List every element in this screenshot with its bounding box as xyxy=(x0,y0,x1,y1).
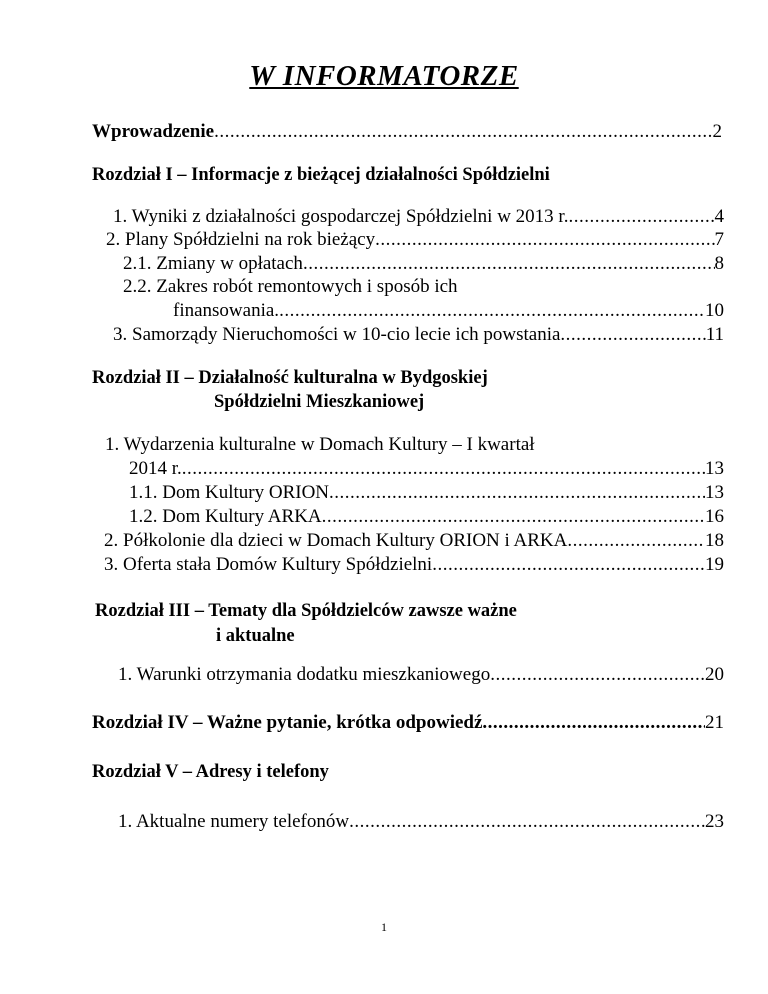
toc-entry[interactable] xyxy=(118,664,724,686)
leader-dots xyxy=(349,811,705,833)
toc-entry[interactable] xyxy=(129,506,724,528)
toc-page-number: 23 xyxy=(705,811,724,832)
toc-entry-label: 2. Plany Spółdzielni na rok bieżący xyxy=(106,229,376,250)
leader-dots xyxy=(329,482,705,504)
toc-page-number: 20 xyxy=(705,664,724,685)
toc-entry-label: 1.2. Dom Kultury ARKA xyxy=(129,506,322,527)
chapter-2-heading-cont: Spółdzielni Mieszkaniowej xyxy=(214,392,425,412)
toc-entry[interactable] xyxy=(129,482,724,504)
toc-entry-label: finansowania. xyxy=(173,300,280,321)
toc-page-number: 4 xyxy=(714,206,724,227)
chapter-5-heading: Rozdział V – Adresy i telefony xyxy=(92,762,329,782)
toc-entry-label: 1. Warunki otrzymania dodatku mieszkaniowego xyxy=(118,664,491,685)
leader-dots xyxy=(279,300,705,322)
toc-entry-label: 2014 r. xyxy=(129,458,182,479)
chapter-1-heading: Rozdział I – Informacje z bieżącej działalności Spółdzielni xyxy=(92,165,550,185)
toc-page-number: 13 xyxy=(705,482,724,503)
toc-page-number: 21 xyxy=(705,712,724,733)
toc-entry[interactable] xyxy=(129,458,724,480)
leader-dots xyxy=(560,324,705,346)
leader-dots xyxy=(182,458,705,480)
toc-entry[interactable] xyxy=(173,300,724,322)
toc-entry[interactable] xyxy=(118,811,724,833)
toc-page-number: 18 xyxy=(705,530,724,551)
leader-dots xyxy=(322,506,705,528)
toc-entry[interactable] xyxy=(104,554,724,576)
chapter-3-heading: Rozdział III – Tematy dla Spółdzielców zawsze ważne xyxy=(95,601,517,621)
toc-entry-label: 3. Oferta stała Domów Kultury Spółdzielni xyxy=(104,554,433,575)
toc-page-number: 19 xyxy=(705,554,724,575)
toc-entry-label: 2.2. Zakres robót remontowych i sposób ich xyxy=(123,276,458,297)
toc-entry-label: 3. Samorządy Nieruchomości w 10-cio lecie ich powstania xyxy=(113,324,561,345)
toc-entry-line1[interactable] xyxy=(105,434,535,456)
toc-entry-label: 1. Aktualne numery telefonów xyxy=(118,811,350,832)
toc-entry-label: 1. Wyniki z działalności gospodarczej Spółdzielni w 2013 r. xyxy=(113,206,569,227)
toc-page-number: 16 xyxy=(705,506,724,527)
toc-entry[interactable] xyxy=(123,253,724,275)
leader-dots xyxy=(303,253,715,275)
leader-dots xyxy=(482,712,705,734)
page-title: W INFORMATORZE xyxy=(249,60,519,92)
toc-entry-label: Wprowadzenie xyxy=(92,121,215,142)
leader-dots xyxy=(490,664,705,686)
toc-entry[interactable] xyxy=(106,229,724,251)
toc-entry[interactable] xyxy=(113,206,724,228)
toc-entry-label: Rozdział IV – Ważne pytanie, krótka odpowiedź xyxy=(92,712,483,733)
toc-entry-intro[interactable] xyxy=(92,121,722,143)
chapter-2-heading: Rozdział II – Działalność kulturalna w Bydgoskiej xyxy=(92,368,488,388)
leader-dots xyxy=(568,206,714,228)
toc-entry-label: 2. Półkolonie dla dzieci w Domach Kultury ORION i ARKA xyxy=(104,530,568,551)
toc-entry-chapter-4[interactable] xyxy=(92,712,724,734)
toc-entry[interactable] xyxy=(113,324,724,346)
leader-dots xyxy=(214,121,712,143)
leader-dots xyxy=(432,554,705,576)
toc-entry[interactable] xyxy=(104,530,724,552)
toc-page-number: 13 xyxy=(705,458,724,479)
leader-dots xyxy=(375,229,714,251)
toc-page-number: 11 xyxy=(705,324,724,345)
toc-entry-label: 2.1. Zmiany w opłatach xyxy=(123,253,303,274)
leader-dots xyxy=(567,530,705,552)
toc-page-number: 8 xyxy=(714,253,724,274)
toc-entry-label: 1.1. Dom Kultury ORION xyxy=(129,482,330,503)
toc-page-number: 2 xyxy=(712,121,722,142)
toc-entry-label: 1. Wydarzenia kulturalne w Domach Kultury – I kwartał xyxy=(105,434,535,455)
toc-entry-line1[interactable] xyxy=(123,276,458,298)
toc-page-number: 10 xyxy=(705,300,724,321)
chapter-3-heading-cont: i aktualne xyxy=(216,626,295,646)
page-number: 1 xyxy=(381,920,387,934)
toc-page-number: 7 xyxy=(714,229,724,250)
